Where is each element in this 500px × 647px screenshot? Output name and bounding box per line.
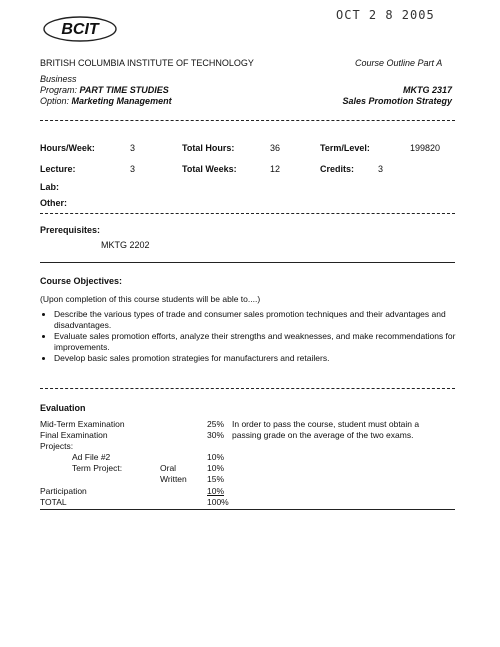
evaluation-title: Evaluation [40,403,86,413]
written-pct: 15% [207,474,225,484]
final-pct: 30% [207,430,225,440]
prereq-title: Prerequisites: [40,225,101,235]
divider-info [40,213,455,214]
course-title: Sales Promotion Strategy [342,96,452,106]
objective-item: • Describe the various types of trade and consumer sales promotion techniques and their advantages and disadvantages. [54,309,466,330]
total-pct: 100% [207,497,229,507]
midterm-note: In order to pass the course, student must obtain a [232,419,420,429]
term-level-label: Term/Level: [320,143,370,153]
total-label: TOTAL [40,497,67,507]
final-note: passing grade on the average of the two exams. [232,430,414,440]
course-code: MKTG 2317 [402,85,452,95]
divider-objectives [40,388,455,389]
total-hours-value: 36 [270,143,281,153]
hours-week-label: Hours/Week: [40,143,95,153]
term-project-label: Term Project: [72,463,123,473]
option-value: Marketing Management [71,96,172,106]
option-line [40,96,172,106]
divider-evaluation [40,509,455,510]
total-hours-label: Total Hours: [182,143,235,153]
total-weeks-label: Total Weeks: [182,164,237,174]
program-value: PART TIME STUDIES [79,85,169,95]
hours-week-value: 3 [130,143,136,153]
term-level-value: 199820 [410,143,441,153]
final-label: Final Examination [40,430,108,440]
lecture-label: Lecture: [40,164,76,174]
credits-label: Credits: [320,164,355,174]
total-weeks-value: 12 [270,164,281,174]
objectives-list [40,309,466,365]
written-label: Written [160,474,187,484]
objectives-title: Course Objectives: [40,276,123,286]
participation-label: Participation [40,486,87,496]
option-label: Option: [40,96,70,106]
participation-pct: 10% [207,486,225,496]
divider-header [40,120,455,121]
objectives-intro: (Upon completion of this course students will be able to....) [40,294,261,304]
logo-text: BCIT [61,21,99,38]
institute-name: BRITISH COLUMBIA INSTITUTE OF TECHNOLOGY [40,58,254,68]
prereq-value: MKTG 2202 [101,240,150,250]
date-stamp: OCT 2 8 2005 [336,8,435,22]
lecture-value: 3 [130,164,136,174]
outline-part: Course Outline Part A [355,58,443,68]
lab-label: Lab: [40,182,59,192]
adfile-pct: 10% [207,452,225,462]
other-label: Other: [40,198,67,208]
objective-item: • Develop basic sales promotion strategies for manufacturers and retailers. [54,353,466,364]
objective-item: • Evaluate sales promotion efforts, analyze their strengths and weaknesses, and make recommendations for improvements. [54,331,466,352]
projects-label: Projects: [40,441,74,451]
midterm-pct: 25% [207,419,225,429]
credits-value: 3 [378,164,384,174]
school-name: Business [40,74,77,84]
midterm-label: Mid-Term Examination [40,419,125,429]
program-label: Program: [40,85,78,95]
adfile-label: Ad File #2 [72,452,111,462]
divider-prereq [40,262,455,263]
oral-label: Oral [160,463,177,473]
oral-pct: 10% [207,463,225,473]
program-line [40,85,169,95]
bcit-logo [40,10,120,46]
